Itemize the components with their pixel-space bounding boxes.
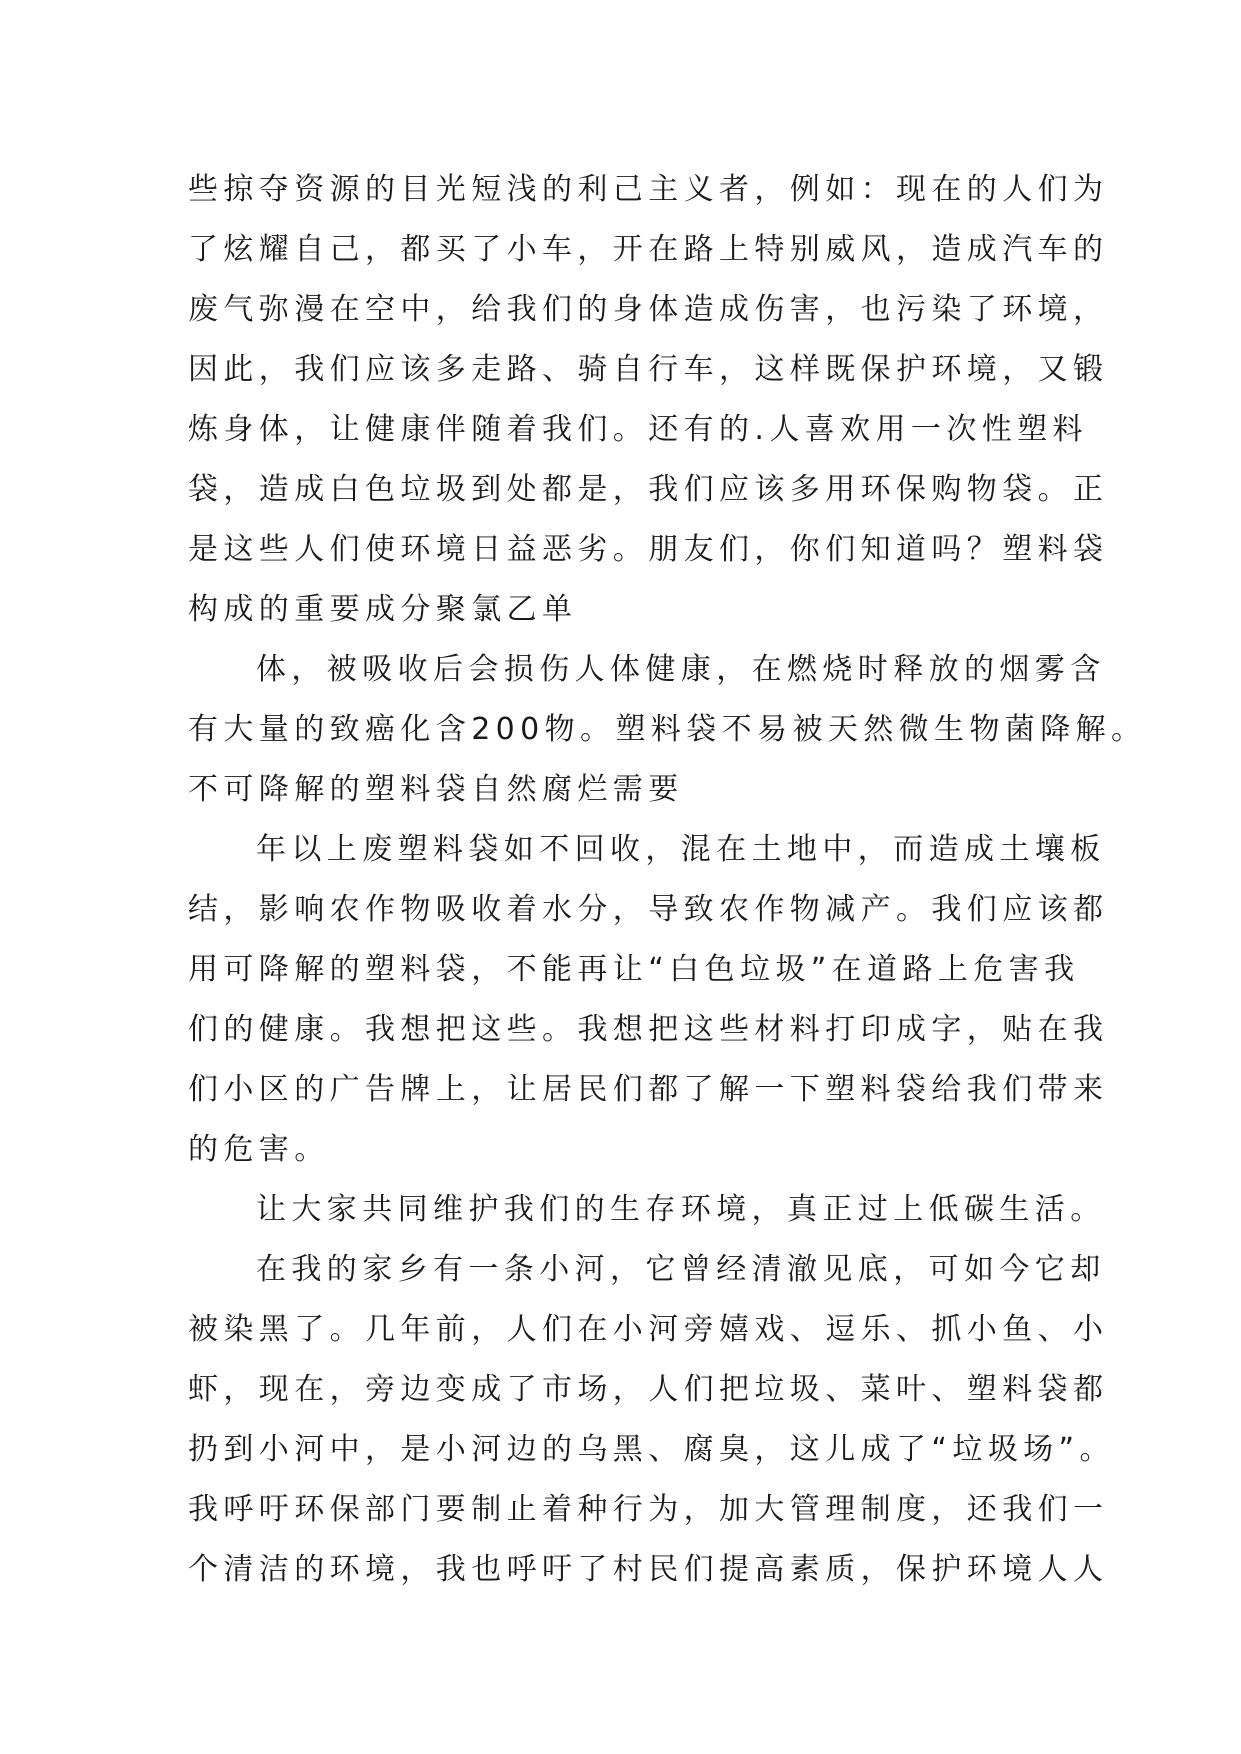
text-line: 在我的家乡有一条小河，它曾经清澈见底，可如今它却	[256, 1252, 1106, 1287]
text-line: 用可降解的塑料袋，不能再让“白色垃圾”在道路上危害我	[188, 952, 1080, 987]
text-line: 年以上废塑料袋如不回收，混在土地中，而造成土壤板	[256, 832, 1106, 867]
text-line: 了炫耀自己，都买了小车，开在路上特别威风，造成汽车的	[188, 232, 1109, 267]
text-line: 们的健康。我想把这些。我想把这些材料打印成字，贴在我	[188, 1012, 1109, 1047]
text-line: 废气弥漫在空中，给我们的身体造成伤害，也污染了环境，	[188, 292, 1109, 327]
text-line: 因此，我们应该多走路、骑自行车，这样既保护环境，又锻	[188, 352, 1109, 387]
body-text	[188, 160, 1147, 1600]
text-line: 个清洁的环境，我也呼吁了村民们提高素质，保护环境人人	[188, 1552, 1109, 1587]
text-line: 是这些人们使环境日益恶劣。朋友们，你们知道吗？塑料袋	[188, 532, 1109, 567]
text-line: 构成的重要成分聚氯乙单	[188, 592, 578, 627]
text-line: 被染黑了。几年前，人们在小河旁嬉戏、逗乐、抓小鱼、小	[188, 1312, 1109, 1347]
text-line: 让大家共同维护我们的生存环境，真正过上低碳生活。	[256, 1192, 1106, 1227]
text-line: 些掠夺资源的目光短浅的利己主义者，例如：现在的人们为	[188, 172, 1109, 207]
text-line: 不可降解的塑料袋自然腐烂需要	[188, 772, 684, 807]
text-line: 的危害。	[188, 1132, 330, 1167]
text-line: 虾，现在，旁边变成了市场，人们把垃圾、菜叶、塑料袋都	[188, 1372, 1109, 1407]
text-line: 袋，造成白色垃圾到处都是，我们应该多用环保购物袋。正	[188, 472, 1109, 507]
text-line: 有大量的致癌化含200物。塑料袋不易被天然微生物菌降解。	[188, 712, 1147, 747]
text-line: 炼身体，让健康伴随着我们。还有的.人喜欢用一次性塑料	[188, 412, 1088, 447]
text-line: 扔到小河中，是小河边的乌黑、腐臭，这儿成了“垃圾场”。	[188, 1432, 1115, 1467]
text-line: 我呼吁环保部门要制止着种行为，加大管理制度，还我们一	[188, 1492, 1109, 1527]
text-line: 们小区的广告牌上，让居民们都了解一下塑料袋给我们带来	[188, 1072, 1109, 1107]
text-line: 结，影响农作物吸收着水分，导致农作物减产。我们应该都	[188, 892, 1109, 927]
text-line: 体，被吸收后会损伤人体健康，在燃烧时释放的烟雾含	[256, 652, 1106, 687]
